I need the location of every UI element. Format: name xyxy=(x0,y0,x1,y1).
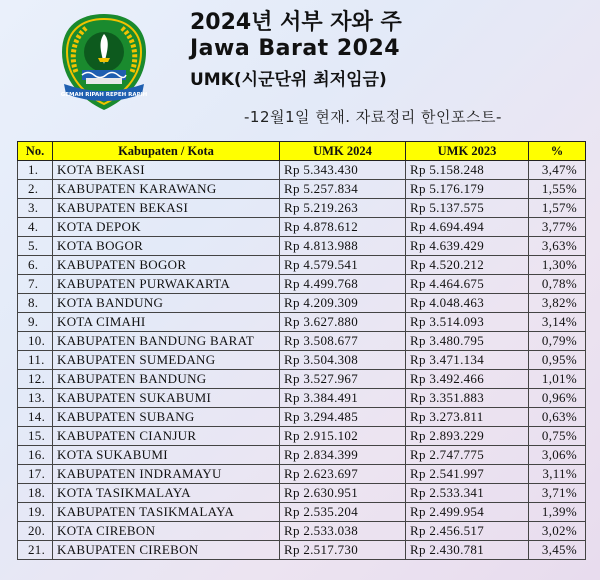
percent-change: 0,96% xyxy=(529,389,586,408)
table-row xyxy=(18,484,586,503)
row-number: 13. xyxy=(18,389,53,408)
region-name: KOTA SUKABUMI xyxy=(53,446,280,465)
umk-2023-value: Rp 5.137.575 xyxy=(406,199,529,218)
region-name: KOTA TASIKMALAYA xyxy=(53,484,280,503)
percent-change: 0,75% xyxy=(529,427,586,446)
percent-change: 3,11% xyxy=(529,465,586,484)
emblem-banner-text: GEMAH RIPAH REPEH RAPIH xyxy=(60,92,148,98)
table-row xyxy=(18,427,586,446)
table-row xyxy=(18,180,586,199)
region-name: KOTA BEKASI xyxy=(53,161,280,180)
table-row xyxy=(18,199,586,218)
table-row xyxy=(18,256,586,275)
percent-change: 3,02% xyxy=(529,522,586,541)
umk-2023-value: Rp 2.747.775 xyxy=(406,446,529,465)
col-header-umk2023: UMK 2023 xyxy=(406,142,529,161)
table-row xyxy=(18,218,586,237)
umk-2024-value: Rp 3.527.967 xyxy=(280,370,406,389)
umk-2023-value: Rp 3.273.811 xyxy=(406,408,529,427)
west-java-emblem-logo xyxy=(58,12,150,112)
umk-2023-value: Rp 2.456.517 xyxy=(406,522,529,541)
percent-change: 3,47% xyxy=(529,161,586,180)
table-row xyxy=(18,389,586,408)
umk-2023-value: Rp 3.471.134 xyxy=(406,351,529,370)
umk-2023-value: Rp 2.430.781 xyxy=(406,541,529,560)
table-row xyxy=(18,446,586,465)
umk-2023-value: Rp 3.492.466 xyxy=(406,370,529,389)
row-number: 17. xyxy=(18,465,53,484)
percent-change: 3,14% xyxy=(529,313,586,332)
row-number: 3. xyxy=(18,199,53,218)
umk-2023-value: Rp 4.048.463 xyxy=(406,294,529,313)
umk-2023-value: Rp 2.499.954 xyxy=(406,503,529,522)
percent-change: 3,06% xyxy=(529,446,586,465)
percent-change: 3,77% xyxy=(529,218,586,237)
region-name: KABUPATEN SUKABUMI xyxy=(53,389,280,408)
col-header-no: No. xyxy=(18,142,53,161)
region-name: KABUPATEN TASIKMALAYA xyxy=(53,503,280,522)
umk-2024-value: Rp 4.813.988 xyxy=(280,237,406,256)
title-block xyxy=(190,10,450,92)
umk-2024-value: Rp 5.257.834 xyxy=(280,180,406,199)
date-source-note: -12월1일 현재. 자료정리 한인포스트- xyxy=(244,108,502,126)
percent-change: 1,55% xyxy=(529,180,586,199)
row-number: 16. xyxy=(18,446,53,465)
umk-table xyxy=(17,141,586,560)
region-name: KOTA CIREBON xyxy=(53,522,280,541)
table-row xyxy=(18,370,586,389)
umk-2023-value: Rp 4.464.675 xyxy=(406,275,529,294)
region-name: KOTA CIMAHI xyxy=(53,313,280,332)
region-name: KABUPATEN BOGOR xyxy=(53,256,280,275)
row-number: 15. xyxy=(18,427,53,446)
percent-change: 0,95% xyxy=(529,351,586,370)
row-number: 18. xyxy=(18,484,53,503)
region-name: KABUPATEN SUMEDANG xyxy=(53,351,280,370)
percent-change: 3,82% xyxy=(529,294,586,313)
umk-2024-value: Rp 3.504.308 xyxy=(280,351,406,370)
percent-change: 0,79% xyxy=(529,332,586,351)
row-number: 14. xyxy=(18,408,53,427)
umk-2023-value: Rp 2.893.229 xyxy=(406,427,529,446)
region-name: KOTA DEPOK xyxy=(53,218,280,237)
table-row xyxy=(18,541,586,560)
region-name: KOTA BOGOR xyxy=(53,237,280,256)
umk-2024-value: Rp 2.630.951 xyxy=(280,484,406,503)
table-row xyxy=(18,465,586,484)
umk-2024-value: Rp 4.499.768 xyxy=(280,275,406,294)
umk-2023-value: Rp 5.176.179 xyxy=(406,180,529,199)
umk-2023-value: Rp 3.514.093 xyxy=(406,313,529,332)
umk-2024-value: Rp 3.384.491 xyxy=(280,389,406,408)
page-title-region: Jawa Barat 2024 xyxy=(190,36,401,61)
region-name: KOTA BANDUNG xyxy=(53,294,280,313)
umk-2024-value: Rp 2.623.697 xyxy=(280,465,406,484)
table-row xyxy=(18,408,586,427)
umk-2024-value: Rp 3.627.880 xyxy=(280,313,406,332)
table-row xyxy=(18,522,586,541)
umk-2023-value: Rp 5.158.248 xyxy=(406,161,529,180)
table-header-row xyxy=(18,142,586,161)
row-number: 11. xyxy=(18,351,53,370)
table-row xyxy=(18,313,586,332)
percent-change: 3,63% xyxy=(529,237,586,256)
table-row xyxy=(18,275,586,294)
percent-change: 0,78% xyxy=(529,275,586,294)
row-number: 2. xyxy=(18,180,53,199)
percent-change: 3,71% xyxy=(529,484,586,503)
umk-2023-value: Rp 3.351.883 xyxy=(406,389,529,408)
region-name: KABUPATEN SUBANG xyxy=(53,408,280,427)
umk-2023-value: Rp 2.541.997 xyxy=(406,465,529,484)
region-name: KABUPATEN CIREBON xyxy=(53,541,280,560)
umk-2024-value: Rp 3.508.677 xyxy=(280,332,406,351)
col-header-percent: % xyxy=(529,142,586,161)
row-number: 5. xyxy=(18,237,53,256)
umk-2024-value: Rp 4.579.541 xyxy=(280,256,406,275)
region-name: KABUPATEN BANDUNG xyxy=(53,370,280,389)
table-row xyxy=(18,503,586,522)
row-number: 12. xyxy=(18,370,53,389)
umk-2024-value: Rp 5.219.263 xyxy=(280,199,406,218)
row-number: 8. xyxy=(18,294,53,313)
row-number: 7. xyxy=(18,275,53,294)
table-row xyxy=(18,351,586,370)
umk-2024-value: Rp 2.517.730 xyxy=(280,541,406,560)
row-number: 19. xyxy=(18,503,53,522)
umk-2024-value: Rp 2.535.204 xyxy=(280,503,406,522)
umk-2023-value: Rp 4.639.429 xyxy=(406,237,529,256)
umk-2024-value: Rp 5.343.430 xyxy=(280,161,406,180)
region-name: KABUPATEN INDRAMAYU xyxy=(53,465,280,484)
percent-change: 1,30% xyxy=(529,256,586,275)
col-header-umk2024: UMK 2024 xyxy=(280,142,406,161)
region-name: KABUPATEN PURWAKARTA xyxy=(53,275,280,294)
col-header-region: Kabupaten / Kota xyxy=(53,142,280,161)
row-number: 20. xyxy=(18,522,53,541)
page-title-korean: 2024년 서부 자와 주 xyxy=(190,10,402,35)
umk-2024-value: Rp 3.294.485 xyxy=(280,408,406,427)
umk-2024-value: Rp 4.209.309 xyxy=(280,294,406,313)
row-number: 10. xyxy=(18,332,53,351)
table-row xyxy=(18,237,586,256)
row-number: 21. xyxy=(18,541,53,560)
table-row xyxy=(18,161,586,180)
umk-2024-value: Rp 2.533.038 xyxy=(280,522,406,541)
umk-2024-value: Rp 2.915.102 xyxy=(280,427,406,446)
percent-change: 1,39% xyxy=(529,503,586,522)
umk-2023-value: Rp 4.694.494 xyxy=(406,218,529,237)
umk-2024-value: Rp 4.878.612 xyxy=(280,218,406,237)
umk-2023-value: Rp 3.480.795 xyxy=(406,332,529,351)
umk-2023-value: Rp 2.533.341 xyxy=(406,484,529,503)
row-number: 1. xyxy=(18,161,53,180)
row-number: 9. xyxy=(18,313,53,332)
row-number: 4. xyxy=(18,218,53,237)
table-row xyxy=(18,332,586,351)
percent-change: 1,01% xyxy=(529,370,586,389)
region-name: KABUPATEN KARAWANG xyxy=(53,180,280,199)
page-subtitle: UMK(시군단위 최저임금) xyxy=(190,70,387,90)
table-row xyxy=(18,294,586,313)
region-name: KABUPATEN BANDUNG BARAT xyxy=(53,332,280,351)
umk-2023-value: Rp 4.520.212 xyxy=(406,256,529,275)
percent-change: 0,63% xyxy=(529,408,586,427)
region-name: KABUPATEN BEKASI xyxy=(53,199,280,218)
umk-2024-value: Rp 2.834.399 xyxy=(280,446,406,465)
region-name: KABUPATEN CIANJUR xyxy=(53,427,280,446)
percent-change: 1,57% xyxy=(529,199,586,218)
percent-change: 3,45% xyxy=(529,541,586,560)
row-number: 6. xyxy=(18,256,53,275)
